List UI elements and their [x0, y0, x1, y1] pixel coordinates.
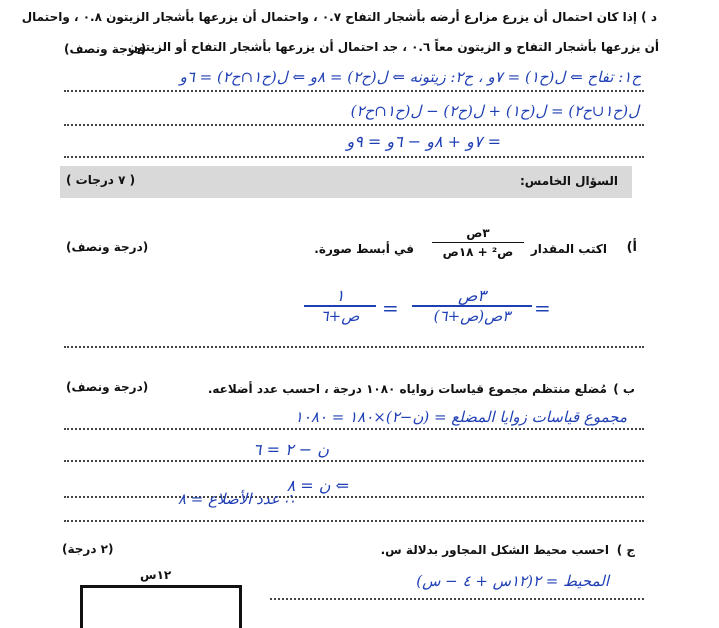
- dotted-line: [64, 90, 644, 92]
- part-d-line2: أن يزرعها بأشجار التفاح و الزيتون معاً ٠.٦ ، جد احتمال أن يزرعها بأشجار التفاح أو الزيتون.: [123, 40, 659, 54]
- section-title: السؤال الخامس:: [519, 174, 618, 188]
- dotted-line: [270, 598, 644, 600]
- figure-top-label: ١٢س: [140, 568, 172, 582]
- dotted-line: [64, 428, 644, 430]
- dotted-line: [64, 156, 644, 158]
- part-a-fraction: [432, 226, 524, 259]
- fraction-numerator: ٣ص: [466, 226, 490, 240]
- part-c-grade: (٢ درجة): [62, 542, 114, 556]
- fraction-denominator: ص² + ١٨ص: [442, 245, 514, 259]
- answer-equals: =: [534, 296, 551, 320]
- part-b-answer-line2: ن − ٢ = ٦: [252, 440, 329, 459]
- answer-denominator: ٣ص(ص+٦): [433, 307, 511, 325]
- part-a-question: اكتب المقدار: [530, 242, 607, 256]
- section-score: ( ٧ درجات ): [66, 173, 136, 187]
- part-d-answer-line2: ل(ح١∪ح٢) = ل(ح١) + ل(ح٢) − ل(ح١∩ح٢): [350, 102, 639, 120]
- part-d-answer-line3: = ٧و + ٨و − ٦و = ٩و: [346, 132, 501, 151]
- part-a-suffix: في أبسط صورة.: [314, 242, 414, 256]
- section-header: [60, 166, 632, 198]
- part-d-answer-line1: ح١: تفاح ⇐ ل(ح١) = ٧و ، ح٢: زيتونه ⇐ ل(ح٢) = ٨و ⇐ ل(ح١∩ح٢) = ٦و: [179, 68, 641, 86]
- dotted-line: [64, 124, 644, 126]
- part-c-answer-line1: المحيط = ٢(١٢س + ٤ − س): [416, 572, 609, 590]
- part-c-question: احسب محيط الشكل المجاور بدلالة س.: [380, 543, 609, 557]
- part-b-answer-line4: ∴ عدد الأضلاع = ٨: [177, 490, 294, 508]
- part-a-answer-fraction1: [412, 286, 532, 325]
- part-b-label: ب ): [613, 382, 635, 396]
- part-d-line1: د ) إذا كان احتمال أن يزرع مزارع أرضه بأشجار التفاح ٠.٧ ، واحتمال أن يزرعها بأشجار الزيتون ٠.٨ ، واحتمال: [21, 10, 657, 24]
- part-b-answer-line1: مجموع قياسات زوايا المضلع = (ن−٢)×١٨٠ = ١٠٨٠: [294, 408, 627, 426]
- answer-denominator: ص+٦: [320, 307, 360, 325]
- figure-rectangle: [80, 585, 242, 628]
- answer-numerator: ٣ص: [458, 286, 486, 305]
- dotted-line: [64, 460, 644, 462]
- dotted-line: [64, 346, 644, 348]
- dotted-line: [64, 496, 644, 498]
- part-a-answer-fraction2: [304, 286, 376, 325]
- answer-equals: =: [382, 296, 399, 320]
- part-b-question: مُضلع منتظم مجموع قياسات زواياه ١٠٨٠ درجة ، احسب عدد أضلاعه.: [207, 382, 607, 396]
- part-c-label: ج ): [616, 543, 635, 557]
- part-a-label: أ): [626, 240, 637, 255]
- dotted-line: [64, 520, 644, 522]
- part-d-grade: (درجة ونصف): [64, 42, 147, 56]
- part-b-answer-line3: ⇐ ن = ٨: [286, 476, 349, 495]
- part-a-grade: (درجة ونصف): [66, 240, 149, 254]
- part-b-grade: (درجة ونصف): [66, 380, 149, 394]
- answer-numerator: ١: [335, 286, 345, 305]
